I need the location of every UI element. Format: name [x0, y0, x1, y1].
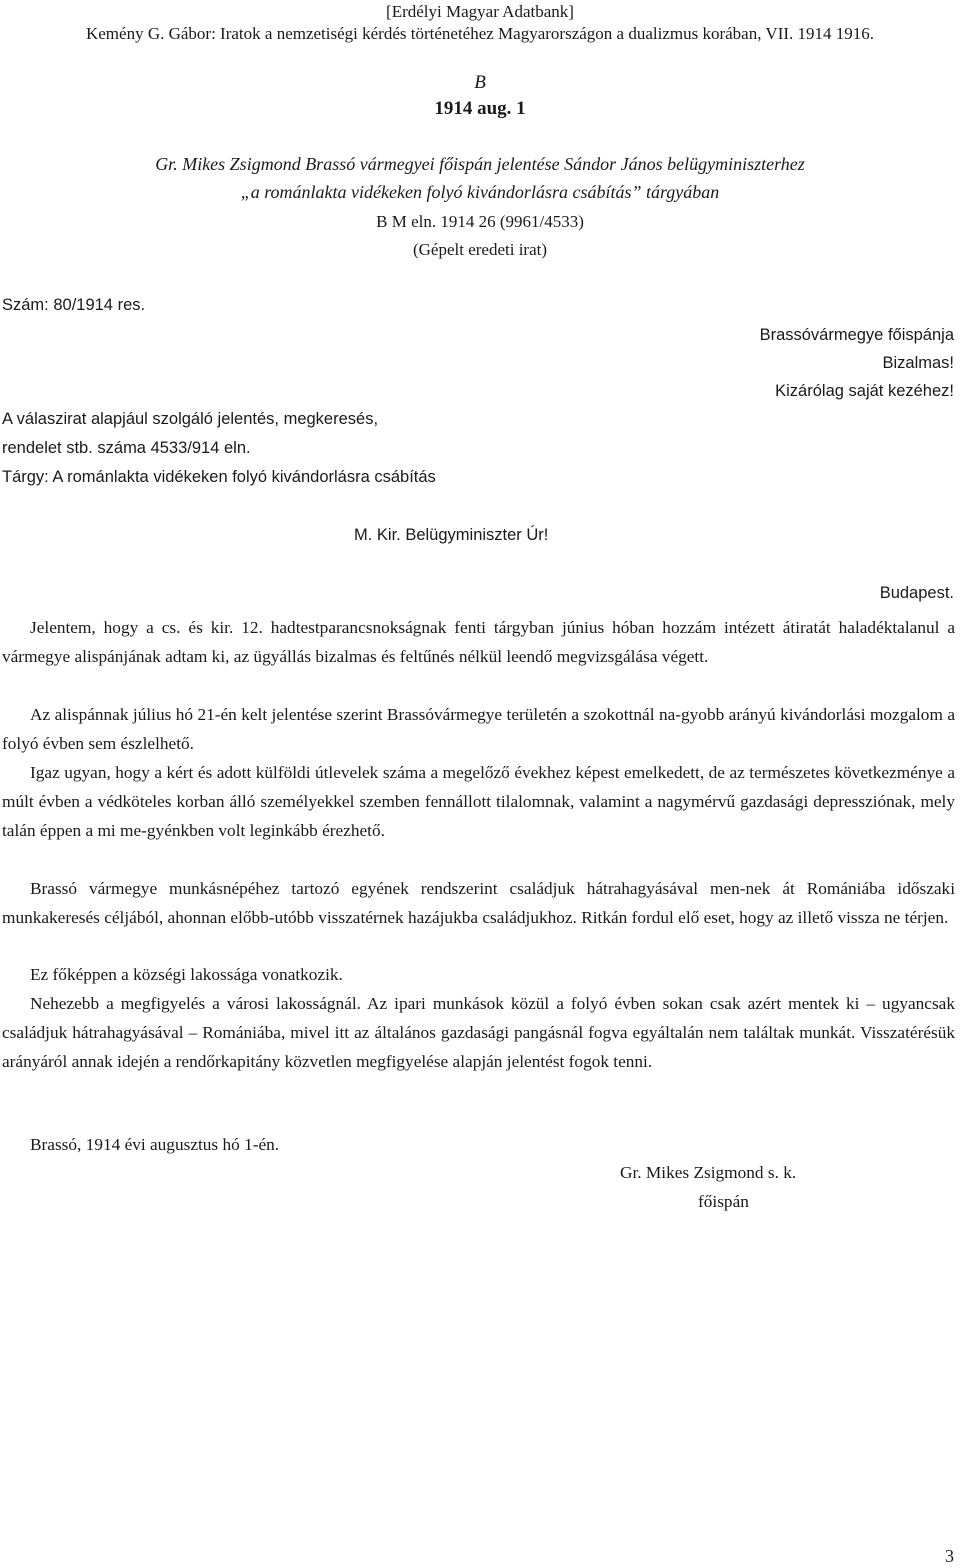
document-date: 1914 aug. 1 — [434, 98, 526, 119]
signature: Gr. Mikes Zsigmond s. k. — [620, 1163, 797, 1182]
basis-line2: rendelet stb. száma 4533/914 eln. — [2, 439, 251, 457]
signatory-title: főispán — [698, 1192, 749, 1211]
personal-mark: Kizárólag saját kezéhez! — [775, 382, 954, 400]
source-header: [Erdélyi Magyar Adatbank] — [386, 2, 574, 21]
section-letter: B — [474, 72, 486, 93]
sender-office: Brassóvármegye főispánja — [759, 326, 954, 344]
basis-line1: A válaszirat alapjául szolgáló jelentés, megkeresés, — [2, 410, 379, 428]
document-note: (Gépelt eredeti irat) — [412, 240, 548, 259]
paragraph-5: Ez főképpen a községi lakossága vonatkozik. — [30, 965, 343, 984]
paragraph-3: Igaz ugyan, hogy a kért és adott külföldi útlevelek száma a megelőző évekhez képest emelkedett, de az természetes következménye a múlt évben a védköteles korban álló személyekkel szemben fennállott tilalomnak, valamint a nagymérvű gazdasági depressziónak, mely talán éppen a mi me-gyénkben volt leginkább érezhető. — [2, 763, 955, 840]
addressee: M. Kir. Belügyminiszter Úr! — [354, 526, 549, 544]
file-number: Szám: 80/1914 res. — [2, 296, 146, 314]
paragraph-2: Az alispánnak július hó 21-én kelt jelentése szerint Brassóvármegye területén a szokottnál na-gyobb arányú kivándorlási mozgalom a folyó évben sem észlelhető. — [2, 705, 955, 753]
page-number: 3 — [945, 1546, 954, 1566]
paragraph-4: Brassó vármegye munkásnépéhez tartozó egyének rendszerint családjuk hátrahagyásával men-nek át Romániába időszaki munkakeresés céljából, ahonnan előbb-utóbb visszatérnek hazájukba családjukhoz. Ritkán fordul elő eset, hogy az illető vissza ne térjen. — [2, 879, 955, 927]
document-title-line2: „a románlakta vidékeken folyó kivándorlásra csábítás” tárgyában — [240, 182, 720, 202]
archive-reference: B M eln. 1914 26 (9961/4533) — [376, 212, 584, 231]
place-name: Budapest. — [879, 584, 954, 602]
paragraph-1: Jelentem, hogy a cs. és kir. 12. hadtestparancsnokságnak fenti tárgyban június hóban hozzám intézett átiratát haladéktalanul a vármegye alispánjának adtam ki, az ügyállás bizalmas és feltűnés nélkül leendő megvizsgálása végett. — [2, 618, 955, 666]
dateline: Brassó, 1914 évi augusztus hó 1-én. — [30, 1135, 280, 1154]
document-title-line1: Gr. Mikes Zsigmond Brassó vármegyei főispán jelentése Sándor János belügyminiszterhez — [155, 154, 805, 174]
confidential-mark: Bizalmas! — [882, 354, 954, 372]
subject-line: Tárgy: A románlakta vidékeken folyó kivándorlásra csábítás — [2, 468, 436, 486]
citation-header: Kemény G. Gábor: Iratok a nemzetiségi kérdés történetéhez Magyarországon a dualizmus korában, VII. 1914 1916. — [85, 24, 875, 43]
paragraph-6: Nehezebb a megfigyelés a városi lakosságnál. Az ipari munkások közül a folyó évben sokan csak azért mentek ki – ugyancsak családjuk hátrahagyásával – Romániába, mivel itt az általános gazdasági pangásnál fogva egyáltalán nem találtak munkát. Visszatérésük arányáról annak idején a rendőrkapitány közvetlen megfigyelése alapján jelentést fogok tenni. — [2, 994, 955, 1071]
